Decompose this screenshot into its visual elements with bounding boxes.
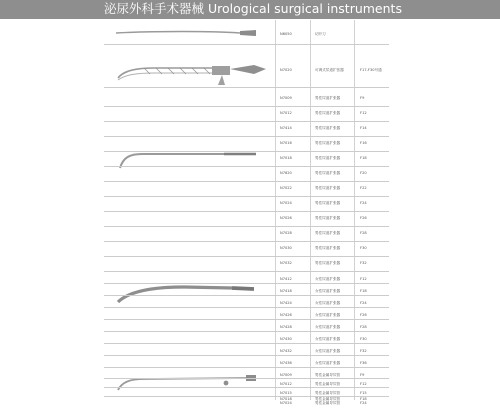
product-size: F18	[360, 156, 367, 160]
product-code: N7436	[280, 361, 292, 365]
product-size: F9	[360, 96, 365, 100]
product-name: 女性尿道扩张器	[315, 289, 341, 293]
product-code: N7022	[280, 186, 292, 190]
row-divider	[104, 378, 389, 379]
product-code: N6050	[280, 32, 292, 36]
product-code: N7414	[280, 126, 292, 130]
page-header	[0, 0, 500, 19]
product-name: 男性尿道扩张器	[315, 111, 341, 115]
row-divider	[104, 136, 389, 137]
product-name: 男性尿道扩张器	[315, 141, 341, 145]
row-divider	[104, 307, 389, 308]
instrument-catalog-table	[104, 20, 389, 405]
product-size: F28	[360, 231, 367, 235]
product-size: F12	[360, 277, 367, 281]
product-code: N7009	[280, 96, 292, 100]
row-divider	[104, 256, 389, 257]
product-code: N7620	[280, 171, 292, 175]
product-code: N7012	[280, 382, 292, 386]
product-name: 女性尿道扩张器	[315, 349, 341, 353]
product-code: N7018	[280, 156, 292, 160]
product-name: 男性尿道扩张器	[315, 96, 341, 100]
product-code: N7430	[280, 337, 292, 341]
adjustable-urethral-dilator-icon	[114, 56, 274, 86]
row-divider	[104, 166, 389, 167]
product-code: N7009	[280, 373, 292, 377]
row-divider	[104, 283, 389, 284]
product-name: 可调式尿道扩张器	[315, 68, 344, 72]
row-divider	[104, 181, 389, 182]
product-size: F14	[360, 126, 367, 130]
product-size: F36	[360, 361, 367, 365]
row-divider	[104, 331, 389, 332]
product-size: F15	[360, 391, 367, 395]
product-size: F22	[360, 186, 367, 190]
product-name: 男性尿道扩张器	[315, 126, 341, 130]
row-divider	[104, 355, 389, 356]
product-name: 男性金属导尿管	[315, 382, 341, 386]
row-divider	[104, 121, 389, 122]
product-name: 女性尿道扩张器	[315, 361, 341, 365]
row-divider	[104, 151, 389, 152]
product-code: N7020	[280, 68, 292, 72]
product-code: N7030	[280, 246, 292, 250]
row-divider	[104, 226, 389, 227]
product-code: N7026	[280, 216, 292, 220]
row-divider	[104, 271, 389, 272]
ureteral-probe-knife-icon	[114, 24, 264, 44]
product-size: F24	[360, 201, 367, 205]
product-code: N7015	[280, 391, 292, 395]
product-name: 男性尿道扩张器	[315, 186, 341, 190]
product-code: N7016	[280, 141, 292, 145]
product-code: N7418	[280, 289, 292, 293]
product-name: 男性尿道扩张器	[315, 246, 341, 250]
row-divider	[104, 106, 389, 107]
product-name: 男性尿道扩张器	[315, 171, 341, 175]
product-code: N7424	[280, 301, 292, 305]
row-divider	[104, 343, 389, 344]
page-title: 泌尿外科手术器械 Urological surgical instruments	[104, 1, 402, 16]
product-name: 男性尿道扩张器	[315, 201, 341, 205]
product-code: N7032	[280, 261, 292, 265]
product-size: F20	[360, 171, 367, 175]
product-code: N7428	[280, 325, 292, 329]
product-name: 男性尿道扩张器	[315, 261, 341, 265]
row-divider	[104, 196, 389, 197]
product-name: 女性尿道扩张器	[315, 325, 341, 329]
product-name: 女性尿道扩张器	[315, 277, 341, 281]
product-size: F18	[360, 289, 367, 293]
product-size: F24	[360, 401, 367, 405]
product-name: 男性金属导尿管	[315, 391, 341, 395]
row-divider	[104, 241, 389, 242]
male-metal-catheter-icon	[114, 364, 264, 394]
product-code: N7028	[280, 231, 292, 235]
product-size: F30	[360, 337, 367, 341]
row-divider	[104, 87, 389, 88]
product-name: 男性尿道扩张器	[315, 231, 341, 235]
product-size: F18	[360, 397, 367, 401]
product-size: F9	[360, 373, 365, 377]
row-divider	[104, 295, 389, 296]
product-name: 切开刀	[315, 32, 326, 36]
male-urethral-sound-icon	[116, 146, 266, 172]
product-size: F28	[360, 325, 367, 329]
product-size: F30	[360, 246, 367, 250]
product-size: F12	[360, 382, 367, 386]
row-divider	[104, 396, 389, 397]
row-divider	[104, 387, 389, 388]
product-code: N7432	[280, 349, 292, 353]
product-name: 女性尿道扩张器	[315, 337, 341, 341]
product-code: N7018	[280, 397, 292, 401]
row-divider	[104, 319, 389, 320]
product-name: 男性尿道扩张器	[315, 156, 341, 160]
row-divider	[104, 44, 389, 45]
product-name: 男性金属导尿管	[315, 401, 341, 405]
product-size: F32	[360, 349, 367, 353]
product-size: F26	[360, 216, 367, 220]
product-code: N7412	[280, 277, 292, 281]
row-divider	[104, 211, 389, 212]
product-name: 女性尿道扩张器	[315, 301, 341, 305]
product-size: F24	[360, 301, 367, 305]
product-code: N7426	[280, 313, 292, 317]
product-name: 女性尿道扩张器	[315, 313, 341, 317]
product-code: N7024	[280, 401, 292, 405]
product-name: 男性金属导尿管	[315, 397, 341, 401]
product-size: F16	[360, 141, 367, 145]
product-code: N7024	[280, 201, 292, 205]
product-size: F32	[360, 261, 367, 265]
product-code: N7012	[280, 111, 292, 115]
product-size: F12	[360, 111, 367, 115]
product-name: 男性金属导尿管	[315, 373, 341, 377]
product-size: F26	[360, 313, 367, 317]
product-size: F17-F30号通	[360, 68, 382, 72]
product-name: 男性尿道扩张器	[315, 216, 341, 220]
